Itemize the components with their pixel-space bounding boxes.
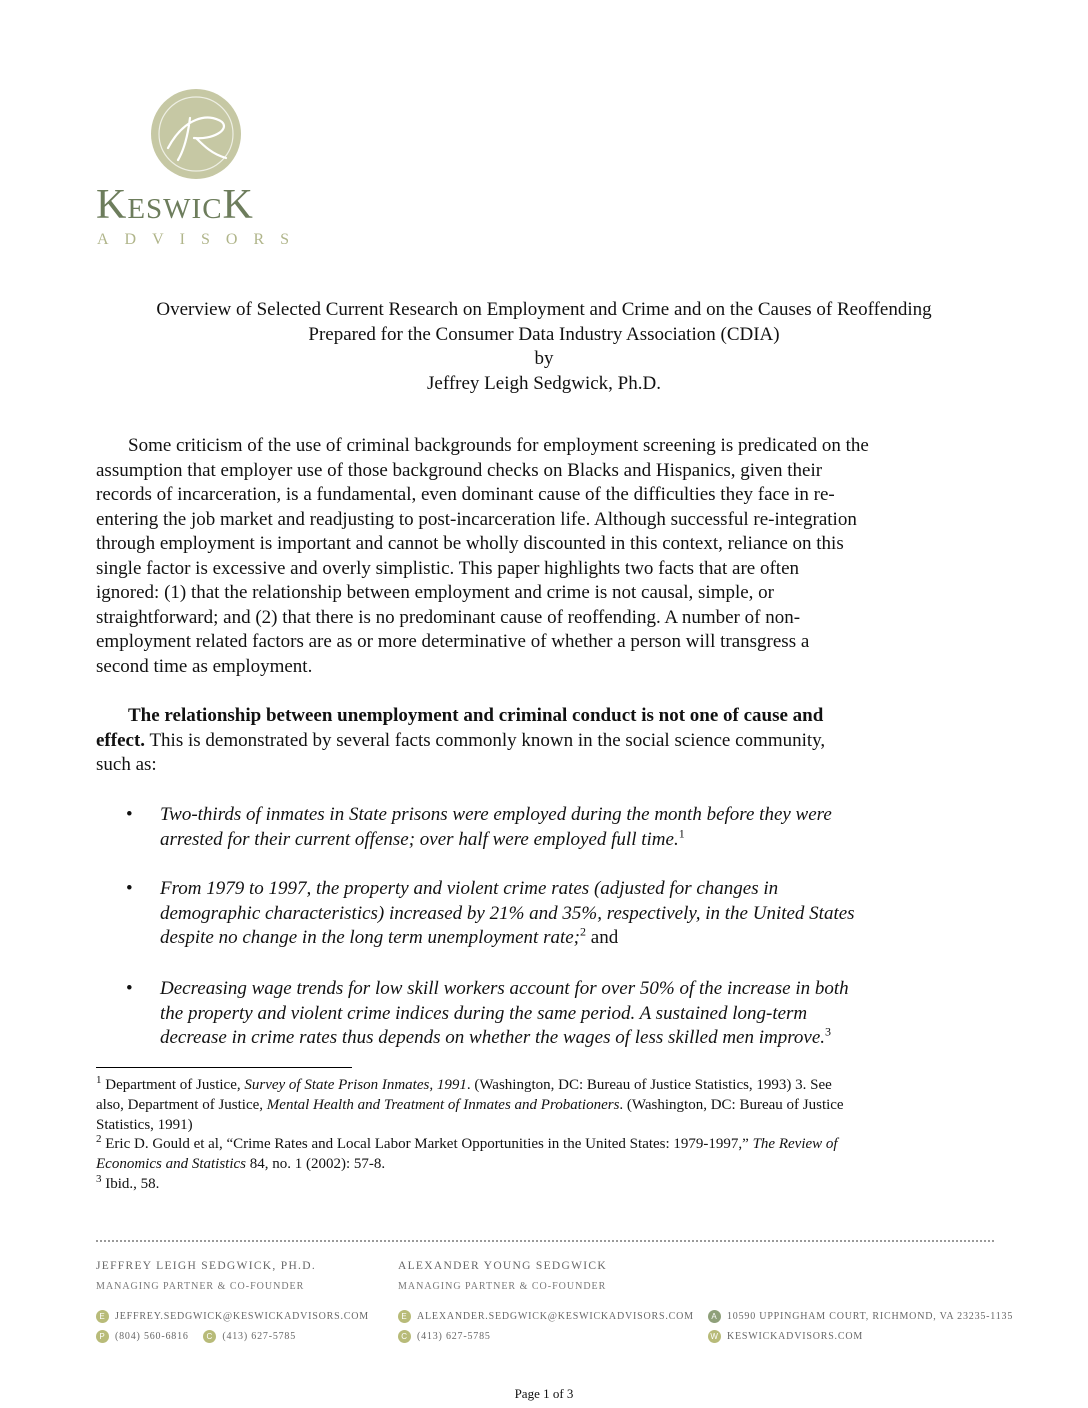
cell-text: (413) 627-5785 [417,1330,491,1342]
partner-2-email[interactable] [398,1310,694,1323]
footnote-citation-title: Economics and Statistics [96,1156,246,1173]
text-line: demographic characteristics) increased by 21% and 35%, respectively, in the United States [160,902,855,924]
footnote-number: 3 [96,1172,102,1185]
page-number: Page 1 of 3 [514,1386,574,1401]
phone-text: (804) 560-6816 [115,1330,189,1342]
text-line: Some criticism of the use of criminal backgrounds for employment screening is predicated on the [128,435,869,456]
logo-subtitle: ADVISORS [97,231,306,248]
thesis-heading: The relationship between unemployment and criminal conduct is not one of cause and [128,705,824,726]
text-line: decrease in crime rates thus depends on whether the wages of less skilled men improve. [160,1027,826,1048]
bullet-marker: • [126,804,133,825]
bullet-marker: • [126,978,133,999]
logo-wordmark: KeswicK [96,182,254,228]
text-line: From 1979 to 1997, the property and violent crime rates (adjusted for changes in [160,878,779,899]
footnote-ref[interactable]: 1 [678,826,685,841]
email-icon: E [96,1310,109,1323]
text-line: such as: [96,754,157,775]
footnote-number: 1 [96,1074,102,1086]
partner-1-role: MANAGING PARTNER & CO-FOUNDER [96,1281,305,1292]
footnote-text: also, Department of Justice, [96,1096,267,1113]
website-link[interactable] [708,1330,863,1343]
footnote-text: Statistics, 1991) [96,1116,193,1133]
text-line: arrested for their current offense; over half were employed full time. [160,828,679,850]
text-line: and [586,927,619,948]
text-line: through employment is important and cannot be wholly discounted in this context, reliance on this [96,533,844,554]
email-text: JEFFREY.SEDGWICK@KESWICKADVISORS.COM [115,1310,369,1322]
text-line: This is demonstrated by several facts commonly known in the social science community, [145,729,826,751]
footnote-text: . (Washington, DC: Bureau of Justice Statistics, 1993) 3. See [466,1077,832,1093]
text-line: single factor is excessive and overly simplistic. This paper highlights two facts that are often [96,557,799,579]
partner-1-email[interactable] [96,1310,369,1323]
document-subtitle: Prepared for the Consumer Data Industry Association (CDIA) [308,323,780,345]
partner-2-name: ALEXANDER YOUNG SEDGWICK [398,1260,608,1272]
intro-paragraph [96,434,996,679]
thesis-paragraph [96,704,996,778]
cell-icon: C [203,1330,216,1343]
address-text: 10590 UPPINGHAM COURT, RICHMOND, VA 23235-1135 [727,1310,1014,1322]
phone-icon: P [96,1330,109,1343]
footnote-citation-title: Survey of State Prison Inmates, 1991 [244,1077,467,1093]
footnote-citation-title: The Review of [752,1136,838,1153]
email-icon: E [398,1310,411,1323]
office-address [708,1310,1013,1323]
footnote-text: Department of Justice, [101,1077,245,1093]
cell-icon: C [398,1330,411,1343]
footnote-divider [96,1067,352,1068]
list-item [96,877,996,952]
text-line: employment related factors are as or more determinative of whether a person will transgress a [96,631,810,652]
partner-2-phone [398,1330,491,1343]
list-item [96,977,996,1052]
partner-2-role: MANAGING PARTNER & CO-FOUNDER [398,1281,607,1292]
text-line: Two-thirds of inmates in State prisons were employed during the month before they were [160,804,832,825]
text-line: assumption that employer use of those background checks on Blacks and Hispanics, given their [96,459,823,481]
list-item [96,803,996,853]
thesis-heading-end: effect. [96,729,146,751]
text-line: records of incarceration, is a fundamental, even dominant cause of the difficulties they face in re- [96,484,835,505]
email-text: ALEXANDER.SEDGWICK@KESWICKADVISORS.COM [417,1310,694,1322]
footnotes [96,1076,996,1195]
text-line: entering the job market and readjusting to post-incarceration life. Although successful re-integration [96,508,857,530]
footnote-text: . (Washington, DC: Bureau of Justice [619,1096,844,1113]
footnote-ref[interactable]: 2 [580,924,587,939]
web-icon: W [708,1330,721,1343]
footnote-number: 2 [96,1133,102,1146]
footnote-citation-title: Mental Health and Treatment of Inmates and Probationers [266,1096,620,1113]
keswick-monogram-logo [150,88,242,180]
partner-1-name: JEFFREY LEIGH SEDGWICK, PH.D. [96,1260,316,1272]
bullet-marker: • [126,878,133,899]
text-line: ignored: (1) that the relationship between employment and crime is not causal, simple, or [96,582,775,603]
website-text: KESWICKADVISORS.COM [727,1330,864,1342]
footnote-text: Ibid., 58. [101,1175,160,1192]
footnote-ref[interactable]: 3 [825,1024,832,1039]
address-icon: A [708,1310,721,1323]
partner-1-phones [96,1330,296,1343]
footnote-text: Eric D. Gould et al, “Crime Rates and Local Labor Market Opportunities in the United States: 1979-1997,” [101,1136,753,1153]
cell-text: (413) 627-5785 [222,1330,297,1342]
author-name: Jeffrey Leigh Sedgwick, Ph.D. [427,372,661,394]
document-title: Overview of Selected Current Research on Employment and Crime and on the Causes of Reoffending [156,299,932,320]
text-line: despite no change in the long term unemployment rate; [160,927,581,948]
text-line: Decreasing wage trends for low skill workers account for over 50% of the increase in both [160,978,849,999]
text-line: second time as employment. [96,655,313,677]
byline-by: by [534,348,554,369]
text-line: the property and violent crime indices during the same period. A sustained long-term [160,1002,808,1024]
text-line: straightforward; and (2) that there is no predominant cause of reoffending. A number of non- [96,606,801,628]
footnote-text: 84, no. 1 (2002): 57-8. [246,1156,386,1173]
document-title-block [0,298,1088,396]
letterhead-divider [96,1240,994,1242]
